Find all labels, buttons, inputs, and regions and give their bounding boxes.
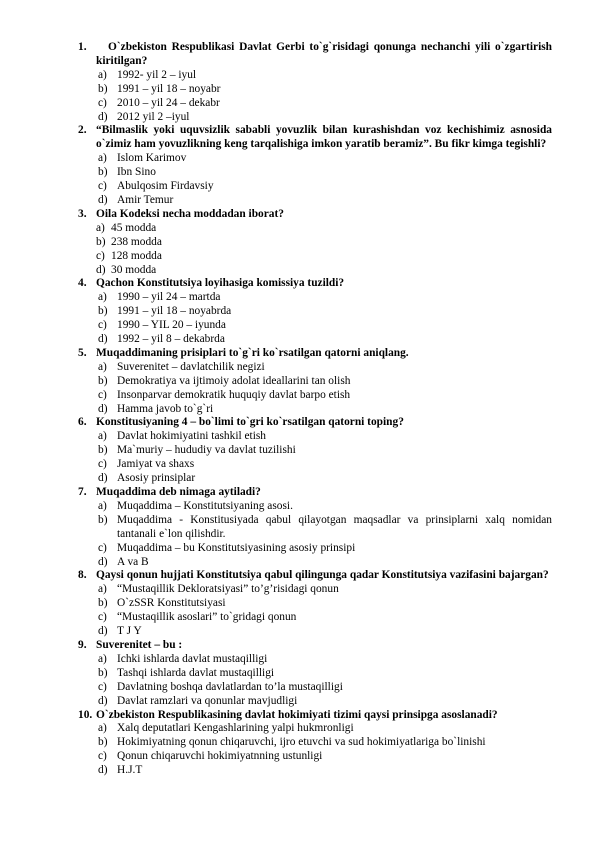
option-letter: b) bbox=[98, 82, 108, 95]
option-letter: c) bbox=[96, 249, 105, 262]
question-text: Muqaddima deb nimaga aytiladi? bbox=[96, 486, 261, 498]
question-text: Qaysi qonun hujjati Konstitutsiya qabul qilingunga qadar Konstitutsiya vazifasini bajargan? bbox=[96, 569, 549, 582]
answer-option bbox=[78, 69, 552, 83]
question-number: 9. bbox=[78, 638, 87, 651]
option-text: 1990 – YIL 20 – iyunda bbox=[117, 319, 226, 332]
option-letter: d) bbox=[98, 625, 108, 638]
option-text: Tashqi ishlarda davlat mustaqilligi bbox=[117, 666, 275, 679]
question-text: Suverenitet – bu : bbox=[96, 638, 183, 651]
answer-option bbox=[78, 514, 552, 542]
question-number: 4. bbox=[78, 277, 87, 290]
option-letter: c) bbox=[98, 388, 107, 401]
answer-option bbox=[78, 681, 552, 695]
answer-options bbox=[78, 430, 552, 486]
option-text: H.J.T bbox=[117, 764, 143, 777]
question-number: 7. bbox=[78, 486, 87, 498]
answer-options bbox=[78, 291, 552, 347]
answer-option bbox=[78, 305, 552, 319]
option-letter: b) bbox=[98, 597, 108, 610]
question-number: 3. bbox=[78, 207, 87, 220]
option-text: Muqaddima – bu Konstitutsiyasining asosiy prinsipi bbox=[117, 541, 356, 554]
option-letter: a) bbox=[98, 583, 107, 596]
question-text: O`zbekiston Respublikasi Davlat Gerbi to`g`risidagi qonunga nechanchi yili o`zgartirish kiritilgan? bbox=[96, 41, 552, 67]
answer-options bbox=[78, 152, 552, 208]
option-text: Hokimiyatning qonun chiqaruvchi, ijro etuvchi va sud hokimiyatlariga bo`linishi bbox=[117, 736, 486, 749]
answer-option bbox=[78, 375, 552, 389]
option-text: Hamma javob to`g`ri bbox=[117, 402, 214, 415]
option-letter: c) bbox=[98, 611, 107, 624]
option-text: 2010 – yil 24 – dekabr bbox=[117, 96, 220, 109]
answer-option bbox=[78, 653, 552, 667]
answer-option bbox=[78, 500, 552, 514]
option-text: Amir Temur bbox=[117, 193, 174, 206]
option-text: Suverenitet – davlatchilik negizi bbox=[117, 360, 265, 373]
option-letter: a) bbox=[96, 221, 105, 234]
option-letter: d) bbox=[98, 555, 108, 568]
option-letter: b) bbox=[98, 374, 108, 387]
answer-option bbox=[78, 264, 552, 278]
question-1 bbox=[78, 41, 552, 69]
option-letter: c) bbox=[98, 750, 107, 763]
answer-option bbox=[78, 695, 552, 709]
option-text: Muqaddima - Konstitusiyada qabul qilayotgan maqsadlar va prinsiplarni xalq nomidan tantanali e`lon qilishdir. bbox=[117, 513, 552, 540]
option-text: Ichki ishlarda davlat mustaqilligi bbox=[117, 652, 268, 665]
option-letter: d) bbox=[98, 402, 108, 415]
answer-option bbox=[78, 583, 552, 597]
answer-option bbox=[78, 597, 552, 611]
question-6 bbox=[78, 416, 552, 430]
option-letter: a) bbox=[98, 430, 107, 443]
answer-option bbox=[78, 472, 552, 486]
option-letter: b) bbox=[96, 235, 106, 248]
answer-option bbox=[78, 611, 552, 625]
answer-option bbox=[78, 444, 552, 458]
option-text: Xalq deputatlari Kengashlarining yalpi hukmronligi bbox=[117, 722, 354, 735]
question-5 bbox=[78, 347, 552, 361]
option-letter: b) bbox=[98, 305, 108, 318]
option-text: Qonun chiqaruvchi hokimiyatnning ustunligi bbox=[117, 750, 323, 763]
answer-option bbox=[78, 236, 552, 250]
option-letter: d) bbox=[98, 110, 108, 123]
option-text: Jamiyat va shaxs bbox=[117, 458, 195, 471]
option-letter: c) bbox=[98, 541, 107, 554]
option-text: Davlat hokimiyatini tashkil etish bbox=[117, 430, 267, 443]
answer-option bbox=[78, 333, 552, 347]
option-text: 45 modda bbox=[111, 221, 157, 234]
answer-option bbox=[78, 458, 552, 472]
option-letter: a) bbox=[98, 68, 107, 81]
question-7 bbox=[78, 486, 552, 500]
option-text: Abulqosim Firdavsiy bbox=[117, 180, 214, 193]
answer-option bbox=[78, 430, 552, 444]
question-number: 8. bbox=[78, 569, 87, 582]
option-letter: d) bbox=[98, 193, 108, 206]
answer-option bbox=[78, 542, 552, 556]
option-text: Demokratiya va ijtimoiy adolat ideallarini tan olish bbox=[117, 374, 351, 387]
question-text: “Bilmaslik yoki uquvsizlik sababli yovuzlik bilan kurashishdan voz kechishimiz asnosida o`zimiz ham yovuzlikning keng tarqalishiga imkon yaratib beramiz”. Bu fikr kimga tegishli? bbox=[96, 124, 552, 151]
option-text: “Mustaqillik asoslari” to`gridagi qonun bbox=[117, 611, 297, 624]
question-number: 2. bbox=[78, 124, 87, 137]
option-letter: c) bbox=[98, 319, 107, 332]
answer-option bbox=[78, 152, 552, 166]
question-10 bbox=[78, 709, 552, 723]
option-text: Ma`muriy – hududiy va davlat tuzilishi bbox=[117, 444, 296, 457]
option-letter: a) bbox=[98, 722, 107, 735]
answer-option bbox=[78, 250, 552, 264]
answer-option bbox=[78, 764, 552, 778]
answer-options bbox=[78, 500, 552, 570]
question-text: Qachon Konstitutsiya loyihasiga komissiya tuzildi? bbox=[96, 277, 345, 290]
option-text: 1992 – yil 8 – dekabrda bbox=[117, 333, 225, 346]
answer-option bbox=[78, 319, 552, 333]
answer-options bbox=[78, 69, 552, 125]
option-letter: c) bbox=[98, 680, 107, 693]
option-letter: b) bbox=[98, 166, 108, 179]
option-text: Asosiy prinsiplar bbox=[117, 472, 196, 485]
option-letter: a) bbox=[98, 152, 107, 165]
question-number: 6. bbox=[78, 416, 87, 429]
option-text: 30 modda bbox=[111, 263, 157, 276]
answer-options bbox=[78, 361, 552, 417]
option-letter: d) bbox=[98, 764, 108, 777]
option-letter: d) bbox=[96, 263, 106, 276]
option-text: Davlatning boshqa davlatlardan to’la mustaqilligi bbox=[117, 680, 343, 693]
question-4 bbox=[78, 277, 552, 291]
answer-options bbox=[78, 222, 552, 278]
answer-option bbox=[78, 97, 552, 111]
option-letter: b) bbox=[98, 666, 108, 679]
answer-option bbox=[78, 736, 552, 750]
option-text: Muqaddima – Konstitutsiyaning asosi. bbox=[117, 499, 293, 512]
option-text: 1991 – yil 18 – noyabr bbox=[117, 82, 221, 95]
answer-option bbox=[78, 403, 552, 417]
answer-option bbox=[78, 361, 552, 375]
question-number: 1. bbox=[78, 41, 87, 53]
option-letter: b) bbox=[98, 736, 108, 749]
option-text: 2012 yil 2 –iyul bbox=[117, 110, 190, 123]
option-letter: b) bbox=[98, 444, 108, 457]
question-8 bbox=[78, 569, 552, 583]
answer-option bbox=[78, 625, 552, 639]
answer-option bbox=[78, 722, 552, 736]
question-3 bbox=[78, 208, 552, 222]
question-text: Muqaddimaning prisiplari to`g`ri ko`rsatilgan qatorni aniqlang. bbox=[96, 346, 409, 359]
answer-option bbox=[78, 111, 552, 125]
option-letter: c) bbox=[98, 96, 107, 109]
answer-option bbox=[78, 750, 552, 764]
option-letter: a) bbox=[98, 499, 107, 512]
option-text: Insonparvar demokratik huquqiy davlat barpo etish bbox=[117, 388, 351, 401]
option-letter: c) bbox=[98, 458, 107, 471]
answer-options bbox=[78, 583, 552, 639]
option-text: Davlat ramzlari va qonunlar mavjudligi bbox=[117, 694, 298, 707]
test-document bbox=[78, 41, 552, 778]
option-text: Ibn Sino bbox=[117, 166, 156, 179]
option-text: A va B bbox=[117, 555, 149, 568]
question-number: 10. bbox=[78, 708, 93, 721]
option-text: O`zSSR Konstitutsiyasi bbox=[117, 597, 226, 610]
question-number: 5. bbox=[78, 346, 87, 359]
answer-option bbox=[78, 389, 552, 403]
option-letter: a) bbox=[98, 652, 107, 665]
question-2 bbox=[78, 124, 552, 152]
option-letter: a) bbox=[98, 291, 107, 304]
answer-option bbox=[78, 83, 552, 97]
answer-option bbox=[78, 291, 552, 305]
option-text: “Mustaqillik Dekloratsiyasi” to’g’risidagi qonun bbox=[117, 583, 339, 596]
answer-option bbox=[78, 194, 552, 208]
option-text: 128 modda bbox=[111, 249, 162, 262]
option-text: 1990 – yil 24 – martda bbox=[117, 291, 221, 304]
option-letter: a) bbox=[98, 360, 107, 373]
answer-options bbox=[78, 653, 552, 709]
option-text: 1992- yil 2 – iyul bbox=[117, 68, 197, 81]
answer-option bbox=[78, 166, 552, 180]
option-letter: d) bbox=[98, 333, 108, 346]
answer-option bbox=[78, 556, 552, 570]
option-text: T J Y bbox=[117, 625, 142, 638]
option-letter: c) bbox=[98, 180, 107, 193]
answer-options bbox=[78, 722, 552, 778]
answer-option bbox=[78, 667, 552, 681]
answer-option bbox=[78, 222, 552, 236]
option-text: 1991 – yil 18 – noyabrda bbox=[117, 305, 232, 318]
question-9 bbox=[78, 639, 552, 653]
option-letter: d) bbox=[98, 472, 108, 485]
answer-option bbox=[78, 180, 552, 194]
option-text: Islom Karimov bbox=[117, 152, 187, 165]
option-text: 238 modda bbox=[111, 235, 162, 248]
option-letter: d) bbox=[98, 694, 108, 707]
question-text: Oila Kodeksi necha moddadan iborat? bbox=[96, 207, 284, 220]
question-text: O`zbekiston Respublikasining davlat hokimiyati tizimi qaysi prinsipga asoslanadi? bbox=[96, 708, 498, 721]
option-letter: b) bbox=[98, 513, 108, 526]
question-text: Konstitusiyaning 4 – bo`limi to`gri ko`rsatilgan qatorni toping? bbox=[96, 416, 404, 429]
